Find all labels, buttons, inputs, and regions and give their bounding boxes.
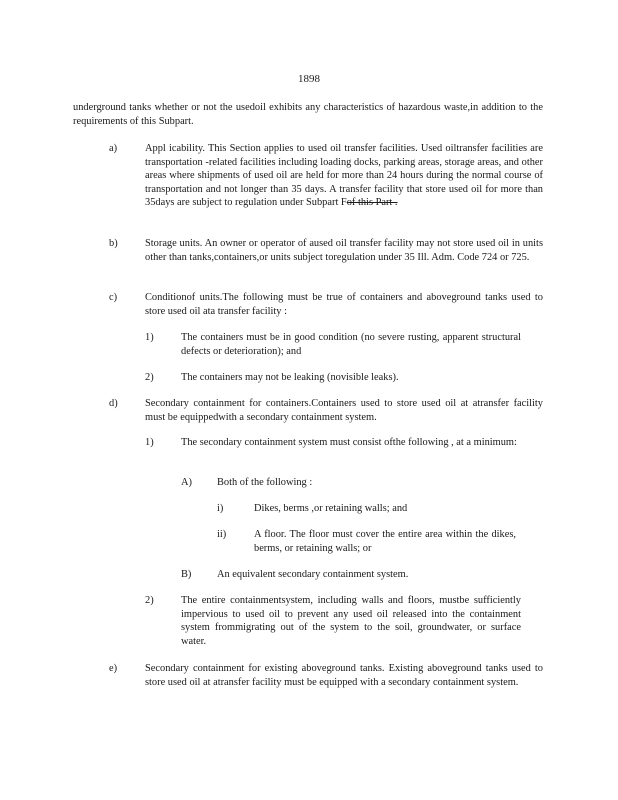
section-b-text: Storage units. An owner or operator of aused oil transfer facility may not store used oil in units other than tanks,containers,or units subject toregulation under 35 Ill. Adm. Code 724 or 725. (145, 238, 543, 263)
section-d-1-marker: 1) (145, 437, 154, 448)
section-d-1-B-marker: B) (181, 569, 192, 580)
section-d-1-A-ii-text: A floor. The floor must cover the entire area within the dikes, berms, or retaining walls; or (254, 529, 516, 554)
section-d-2-text: The entire containmentsystem, including walls and floors, mustbe sufficiently impervious to used oil to prevent any used oil released into the containment system frommigrating out of the system to the soil, groundwater, or surface water. (181, 595, 521, 647)
section-d-1-A-marker: A) (181, 477, 192, 488)
section-d-1-A-text: Both of the following : (217, 477, 313, 488)
section-d-text: Secondary containment for containers.Containers used to store used oil at atransfer facility must be equippedwith a secondary containment system. (145, 398, 543, 423)
section-d-1-A-i-marker: i) (217, 503, 224, 514)
section-c-2-text: The containers may not be leaking (novisible leaks). (181, 372, 399, 383)
section-d-marker: d) (109, 398, 118, 409)
section-d-1-text: The secondary containment system must consist ofthe following , at a minimum: (181, 437, 517, 448)
section-d-1-A-ii-marker: ii) (217, 529, 227, 540)
section-c-marker: c) (109, 292, 118, 303)
section-a-text (145, 142, 543, 210)
section-c-text: Conditionof units.The following must be true of containers and aboveground tanks used to store used oil ata transfer facility : (145, 292, 543, 317)
section-b-marker: b) (109, 238, 118, 249)
section-d-2-marker: 2) (145, 595, 154, 606)
section-e-text: Secondary containment for existing aboveground tanks. Existing aboveground tanks used to store used oil at atransfer facility must be equipped with a secondary containment system. (145, 663, 543, 688)
section-d-1-A-i-text: Dikes, berms ,or retaining walls; and (254, 503, 408, 514)
section-d-1-B-text: An equivalent secondary containment system. (217, 569, 409, 580)
section-a-marker: a) (109, 143, 118, 154)
section-a-struck-text: of this Part . (346, 197, 398, 209)
section-c-2-marker: 2) (145, 372, 154, 383)
section-e-marker: e) (109, 663, 118, 674)
section-c-1-marker: 1) (145, 332, 154, 343)
section-a-body: Appl icability. This Section applies to used oil transfer facilities. Used oiltransfer facilities are transportation -related facilities including loading docks, parking areas, storage areas, and other areas where shipments of used oil are held for more than 24 hours during the normal course of transportation and not longer than 35 days. A transfer facility that store used oil for more than 35days are subject to regulation under Subpart F (145, 143, 543, 209)
intro-paragraph: underground tanks whether or not the usedoil exhibits any characteristics of hazardous waste,in addition to the requirements of this Subpart. (73, 102, 543, 127)
page-number: 1898 (298, 73, 320, 85)
section-c-1-text: The containers must be in good condition (no severe rusting, apparent structural defects or deterioration); and (181, 332, 521, 357)
